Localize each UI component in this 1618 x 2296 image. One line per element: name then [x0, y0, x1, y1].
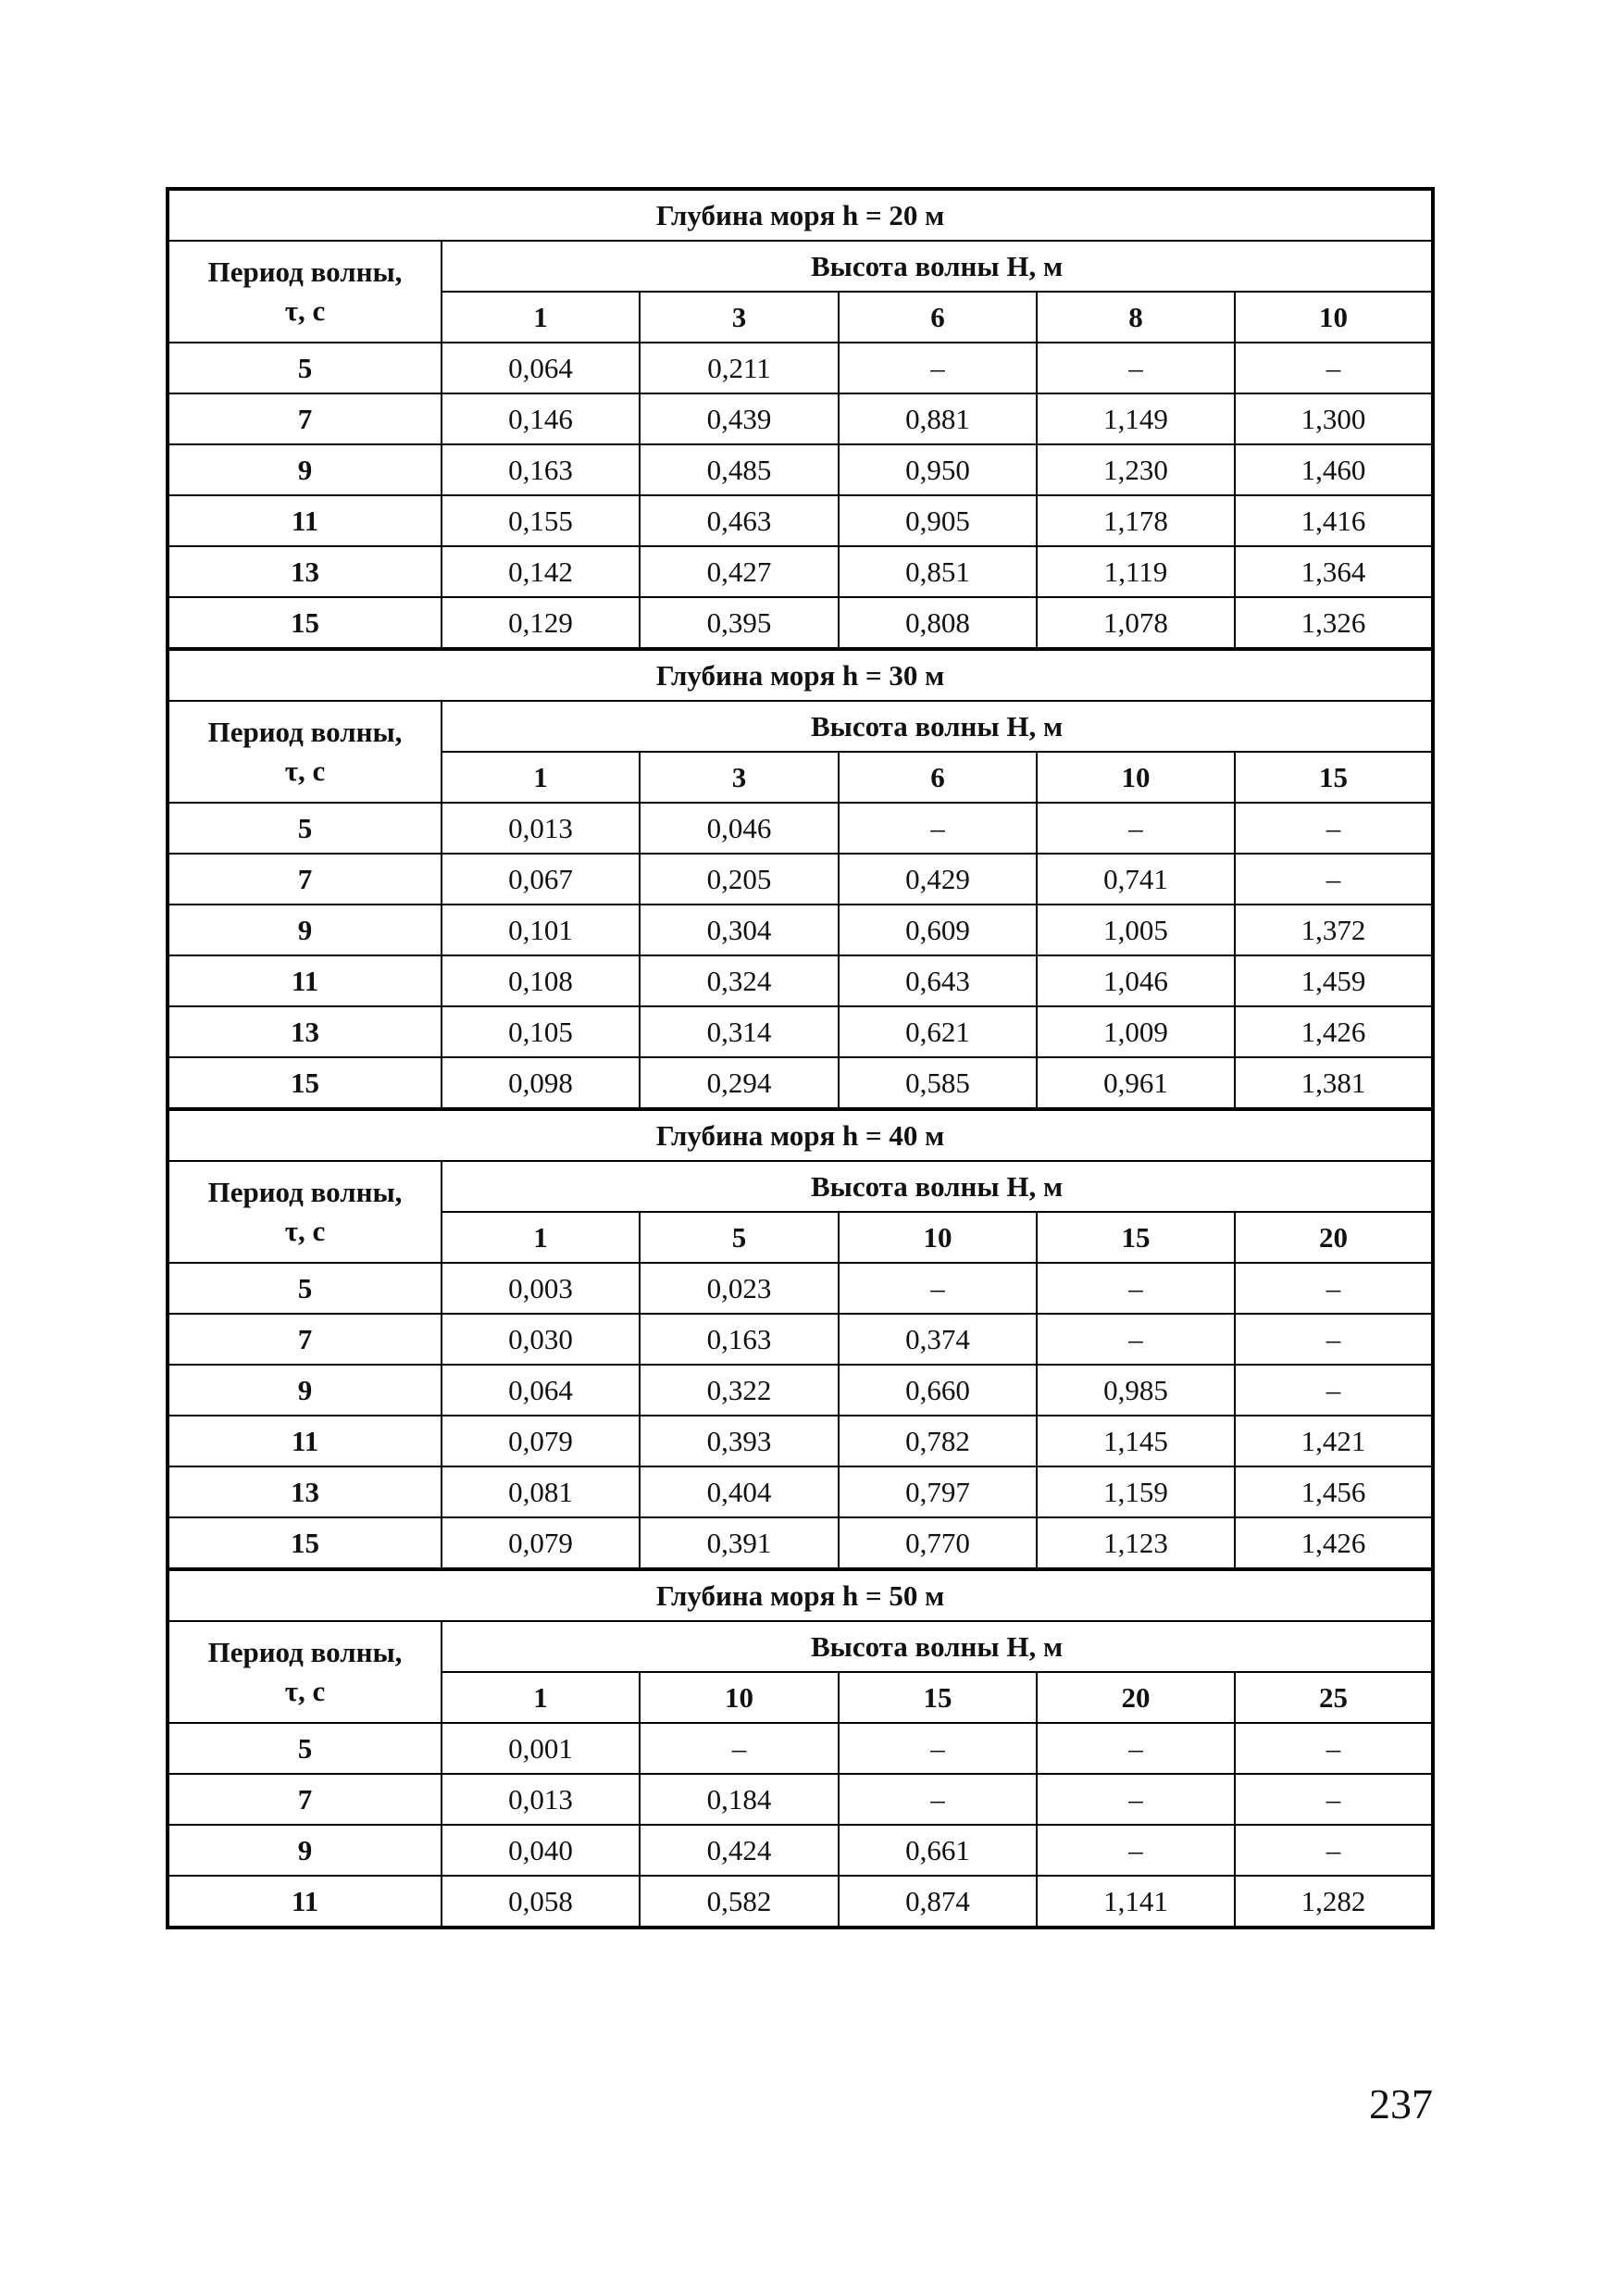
table-cell: 0,660 [839, 1365, 1037, 1416]
table-cell: – [1037, 1825, 1235, 1876]
period-value: 7 [168, 1774, 442, 1825]
table-cell: 0,395 [640, 597, 839, 649]
height-value: 10 [1037, 752, 1235, 803]
height-value: 25 [1235, 1672, 1433, 1723]
table-cell: 1,460 [1235, 444, 1433, 495]
section-title-row [168, 649, 1433, 701]
period-value: 9 [168, 444, 442, 495]
table-cell: 0,585 [839, 1057, 1037, 1109]
table-cell: 1,230 [1037, 444, 1235, 495]
section-title: Глубина моря h = 30 м [168, 649, 1433, 701]
section-title-row [168, 189, 1433, 241]
period-value: 15 [168, 1517, 442, 1569]
table-cell: 0,609 [839, 905, 1037, 955]
table-cell: 0,205 [640, 854, 839, 905]
section-title-row [168, 1109, 1433, 1161]
table-cell: – [1037, 1314, 1235, 1365]
height-value: 15 [839, 1672, 1037, 1723]
period-header-line2: τ, с [284, 294, 326, 327]
table-cell: – [1235, 1263, 1433, 1314]
table-row [168, 905, 1433, 955]
table-cell: 0,184 [640, 1774, 839, 1825]
table-cell: 0,064 [442, 343, 640, 393]
table-cell: 0,961 [1037, 1057, 1235, 1109]
table-cell: 0,393 [640, 1416, 839, 1466]
table-cell: 0,013 [442, 1774, 640, 1825]
table-cell: – [1037, 343, 1235, 393]
page-number: 237 [1369, 2080, 1433, 2128]
table-row [168, 597, 1433, 649]
height-value: 3 [640, 752, 839, 803]
table-cell: 0,797 [839, 1466, 1037, 1517]
height-value: 15 [1037, 1212, 1235, 1263]
period-value: 5 [168, 1723, 442, 1774]
height-value: 5 [640, 1212, 839, 1263]
period-value: 7 [168, 1314, 442, 1365]
table-cell: 1,426 [1235, 1517, 1433, 1569]
period-header-line1: Период волны, [207, 1636, 403, 1669]
table-row [168, 1314, 1433, 1365]
table-row [168, 803, 1433, 854]
table-cell: 0,463 [640, 495, 839, 546]
header-row [168, 241, 1433, 292]
table-cell: 1,300 [1235, 393, 1433, 444]
period-value: 5 [168, 1263, 442, 1314]
height-value: 3 [640, 292, 839, 343]
wave-coefficients-table [166, 187, 1435, 1929]
table-cell: 0,058 [442, 1876, 640, 1928]
table-row [168, 343, 1433, 393]
table-row [168, 1774, 1433, 1825]
period-value: 13 [168, 546, 442, 597]
height-value: 1 [442, 1212, 640, 1263]
header-row [168, 1621, 1433, 1672]
section-title: Глубина моря h = 20 м [168, 189, 1433, 241]
table-cell: 1,009 [1037, 1006, 1235, 1057]
period-value: 15 [168, 597, 442, 649]
table-cell: 1,005 [1037, 905, 1235, 955]
table-cell: 0,391 [640, 1517, 839, 1569]
table-cell: – [1235, 1365, 1433, 1416]
table-cell: 0,163 [442, 444, 640, 495]
table-cell: 0,770 [839, 1517, 1037, 1569]
period-header [168, 241, 442, 343]
table-cell: 1,282 [1235, 1876, 1433, 1928]
wave-height-header: Высота волны H, м [442, 701, 1433, 752]
table-row [168, 1723, 1433, 1774]
table-row [168, 1006, 1433, 1057]
table-cell: 0,374 [839, 1314, 1037, 1365]
height-value: 20 [1037, 1672, 1235, 1723]
table-cell: 0,146 [442, 393, 640, 444]
table-cell: 0,163 [640, 1314, 839, 1365]
period-value: 9 [168, 905, 442, 955]
table-cell: 0,439 [640, 393, 839, 444]
table-cell: 1,149 [1037, 393, 1235, 444]
table-cell: 1,326 [1235, 597, 1433, 649]
table-cell: 0,211 [640, 343, 839, 393]
table-cell: 0,324 [640, 955, 839, 1006]
section-title-row [168, 1569, 1433, 1621]
period-header-line1: Период волны, [207, 1176, 403, 1209]
height-value: 6 [839, 752, 1037, 803]
table-cell: 0,881 [839, 393, 1037, 444]
table-cell: 0,661 [839, 1825, 1037, 1876]
period-value: 15 [168, 1057, 442, 1109]
table-cell: 0,129 [442, 597, 640, 649]
table-row [168, 955, 1433, 1006]
table-cell: 0,040 [442, 1825, 640, 1876]
table-cell: – [1235, 1314, 1433, 1365]
table-cell: 0,643 [839, 955, 1037, 1006]
wave-height-header: Высота волны H, м [442, 1161, 1433, 1212]
height-value: 20 [1235, 1212, 1433, 1263]
period-header-line2: τ, с [284, 755, 326, 787]
period-value: 5 [168, 343, 442, 393]
table-cell: 0,294 [640, 1057, 839, 1109]
period-value: 11 [168, 1416, 442, 1466]
table-cell: 1,078 [1037, 597, 1235, 649]
period-header-line1: Период волны, [207, 256, 403, 289]
height-value: 1 [442, 752, 640, 803]
wave-height-header: Высота волны H, м [442, 1621, 1433, 1672]
table-cell: 0,142 [442, 546, 640, 597]
period-value: 11 [168, 495, 442, 546]
height-value: 8 [1037, 292, 1235, 343]
table-cell: – [1235, 1825, 1433, 1876]
table-cell: 1,119 [1037, 546, 1235, 597]
table-cell: 0,304 [640, 905, 839, 955]
table-row [168, 1416, 1433, 1466]
height-value: 1 [442, 1672, 640, 1723]
header-row [168, 1161, 1433, 1212]
period-header-line2: τ, с [284, 1675, 326, 1707]
period-value: 9 [168, 1365, 442, 1416]
table-cell: 1,145 [1037, 1416, 1235, 1466]
table-cell: 0,155 [442, 495, 640, 546]
height-value: 10 [1235, 292, 1433, 343]
period-header-line1: Период волны, [207, 716, 403, 749]
height-value: 6 [839, 292, 1037, 343]
table-row [168, 1057, 1433, 1109]
table-row [168, 546, 1433, 597]
table-cell: – [1235, 343, 1433, 393]
table-cell: 0,003 [442, 1263, 640, 1314]
section-title: Глубина моря h = 50 м [168, 1569, 1433, 1621]
table-cell: 0,582 [640, 1876, 839, 1928]
table-cell: 0,429 [839, 854, 1037, 905]
table-cell: – [1037, 803, 1235, 854]
table-cell: 1,046 [1037, 955, 1235, 1006]
period-value: 13 [168, 1006, 442, 1057]
table-cell: – [1235, 1774, 1433, 1825]
table-cell: 0,424 [640, 1825, 839, 1876]
table-cell: – [839, 803, 1037, 854]
period-header [168, 701, 442, 803]
table-cell: 0,985 [1037, 1365, 1235, 1416]
table-row [168, 1517, 1433, 1569]
table-cell: – [1037, 1723, 1235, 1774]
table-cell: 1,372 [1235, 905, 1433, 955]
height-value: 1 [442, 292, 640, 343]
header-row [168, 701, 1433, 752]
table-cell: 0,314 [640, 1006, 839, 1057]
table-row [168, 1876, 1433, 1928]
table-row [168, 1825, 1433, 1876]
wave-height-header: Высота волны H, м [442, 241, 1433, 292]
table-cell: 0,808 [839, 597, 1037, 649]
table-row [168, 444, 1433, 495]
table-cell: 0,621 [839, 1006, 1037, 1057]
period-value: 5 [168, 803, 442, 854]
table-cell: 1,459 [1235, 955, 1433, 1006]
table-cell: 0,905 [839, 495, 1037, 546]
table-cell: 0,322 [640, 1365, 839, 1416]
table-cell: 0,081 [442, 1466, 640, 1517]
period-value: 11 [168, 1876, 442, 1928]
table-cell: 0,079 [442, 1517, 640, 1569]
table-row [168, 1466, 1433, 1517]
table-cell: 0,851 [839, 546, 1037, 597]
table-cell: – [839, 1774, 1037, 1825]
table-cell: – [1235, 1723, 1433, 1774]
height-value: 10 [640, 1672, 839, 1723]
height-value: 10 [839, 1212, 1037, 1263]
period-value: 7 [168, 393, 442, 444]
table-cell: 0,001 [442, 1723, 640, 1774]
table-cell: 0,079 [442, 1416, 640, 1466]
table-cell: 1,159 [1037, 1466, 1235, 1517]
table-cell: – [1037, 1263, 1235, 1314]
height-value: 15 [1235, 752, 1433, 803]
period-value: 9 [168, 1825, 442, 1876]
period-header [168, 1161, 442, 1263]
table-cell: 0,023 [640, 1263, 839, 1314]
table-cell: 0,874 [839, 1876, 1037, 1928]
table-cell: 1,178 [1037, 495, 1235, 546]
table-cell: 0,741 [1037, 854, 1235, 905]
table-cell: – [1235, 854, 1433, 905]
table-cell: – [839, 1723, 1037, 1774]
period-header [168, 1621, 442, 1723]
period-value: 7 [168, 854, 442, 905]
table-cell: 0,427 [640, 546, 839, 597]
table-row [168, 854, 1433, 905]
table-cell: 0,101 [442, 905, 640, 955]
table-cell: 1,141 [1037, 1876, 1235, 1928]
table-row [168, 1365, 1433, 1416]
table-cell: 0,404 [640, 1466, 839, 1517]
table-cell: – [1235, 803, 1433, 854]
table-cell: 0,064 [442, 1365, 640, 1416]
table-cell: 0,108 [442, 955, 640, 1006]
table-cell: 0,782 [839, 1416, 1037, 1466]
table-cell: – [839, 1263, 1037, 1314]
period-value: 13 [168, 1466, 442, 1517]
table-cell: – [640, 1723, 839, 1774]
table-cell: 0,950 [839, 444, 1037, 495]
table-cell: 1,426 [1235, 1006, 1433, 1057]
table-cell: 0,485 [640, 444, 839, 495]
table-row [168, 393, 1433, 444]
table-cell: 1,364 [1235, 546, 1433, 597]
table-cell: 0,067 [442, 854, 640, 905]
table-cell: 1,416 [1235, 495, 1433, 546]
table-cell: 0,046 [640, 803, 839, 854]
table-row [168, 495, 1433, 546]
table-cell: 1,421 [1235, 1416, 1433, 1466]
table-cell: 0,030 [442, 1314, 640, 1365]
table-cell: – [1037, 1774, 1235, 1825]
table-cell: 0,013 [442, 803, 640, 854]
table-row [168, 1263, 1433, 1314]
period-value: 11 [168, 955, 442, 1006]
period-header-line2: τ, с [284, 1215, 326, 1247]
table-cell: 1,456 [1235, 1466, 1433, 1517]
table-cell: 0,098 [442, 1057, 640, 1109]
table-cell: 0,105 [442, 1006, 640, 1057]
section-title: Глубина моря h = 40 м [168, 1109, 1433, 1161]
table-cell: 1,123 [1037, 1517, 1235, 1569]
table-cell: 1,381 [1235, 1057, 1433, 1109]
table-cell: – [839, 343, 1037, 393]
